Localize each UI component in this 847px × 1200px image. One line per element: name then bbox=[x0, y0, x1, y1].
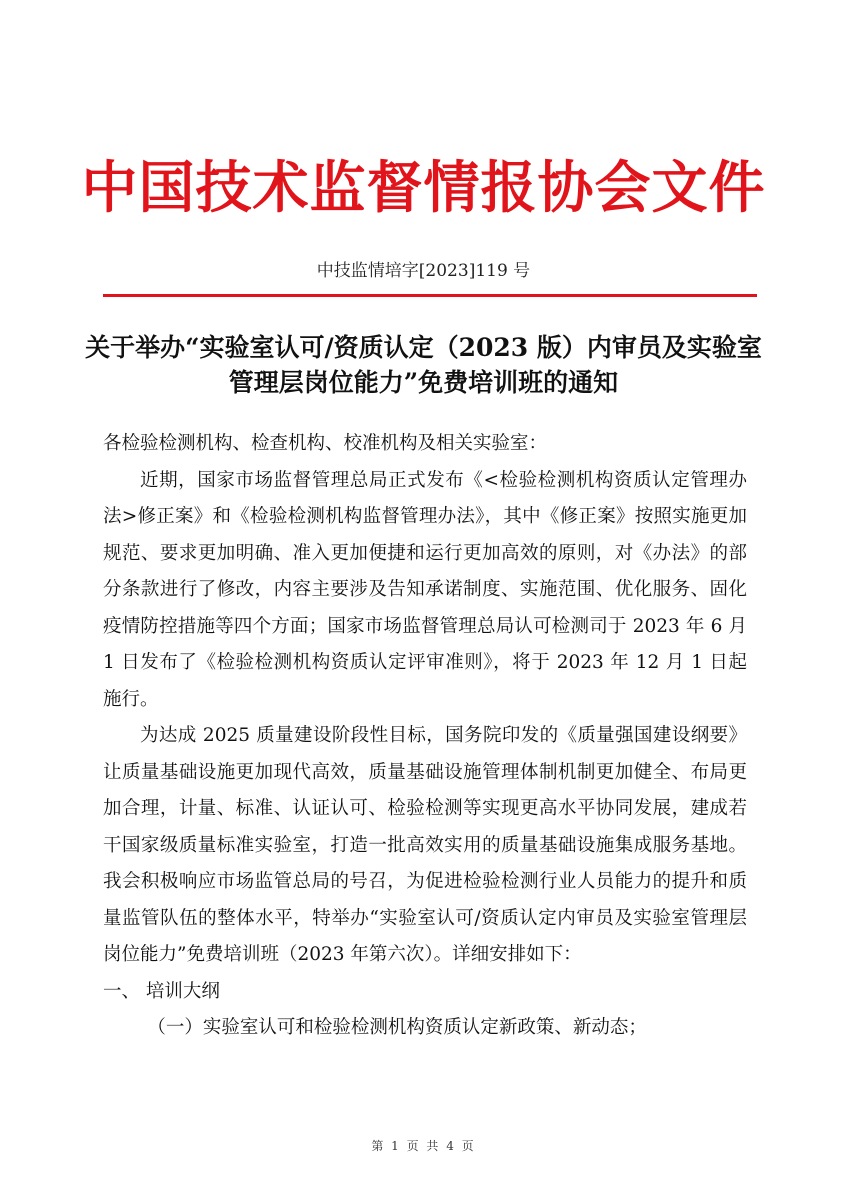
section-heading-1: 一、 培训大纲 bbox=[103, 980, 220, 1002]
issuing-organization-title: 中国技术监督情报协会文件 bbox=[81, 155, 766, 221]
body-paragraph-1: 近期，国家市场监督管理总局正式发布《<检验检测机构资质认定管理办法>修正案》和《检验检测机构监督管理办法》，其中《修正案》按照实施更加规范、要求更加明确、准入更加便捷和运行更加高效的原则，对《办法》的部分条款进行了修改，内容主要涉及告知承诺制度、实施范围、优化服务、固化疫情防控措施等四个方面；国家市场监督管理总局认可检测司于 2023 年 6 月 1 日发布了《检验检测机构资质认定评审准则》，将于 2023 年 12 月 1 日起施行。 bbox=[103, 469, 747, 710]
document-body bbox=[103, 426, 747, 1047]
red-divider-line bbox=[103, 294, 757, 297]
outline-item-1: （一）实验室认可和检验检测机构资质认定新政策、新动态； bbox=[147, 1017, 647, 1038]
notice-title bbox=[80, 330, 767, 400]
body-paragraph-2: 为达成 2025 质量建设阶段性目标，国务院印发的《质量强国建设纲要》让质量基础设施更加现代高效，质量基础设施管理体制机制更加健全、布局更加合理，计量、标准、认证认可、检验检测等实现更高水平协同发展，建成若干国家级质量标准实验室，打造一批高效实用的质量基础设施集成服务基地。我会积极响应市场监管总局的号召，为促进检验检测行业人员能力的提升和质量监管队伍的整体水平，特举办“实验室认可/资质认定内审员及实验室管理层岗位能力”免费培训班（2023 年第六次）。详细安排如下： bbox=[103, 725, 747, 965]
page-footer: 第 1 页 共 4 页 bbox=[371, 1139, 476, 1153]
document-number: 中技监情培字[2023]119 号 bbox=[316, 261, 531, 281]
salutation: 各检验检测机构、检查机构、校准机构及相关实验室： bbox=[103, 433, 548, 454]
notice-title-line-2: 管理层岗位能力”免费培训班的通知 bbox=[228, 368, 619, 397]
notice-title-line-1: 关于举办“实验室认可/资质认定（2023 版）内审员及实验室 bbox=[85, 333, 762, 362]
